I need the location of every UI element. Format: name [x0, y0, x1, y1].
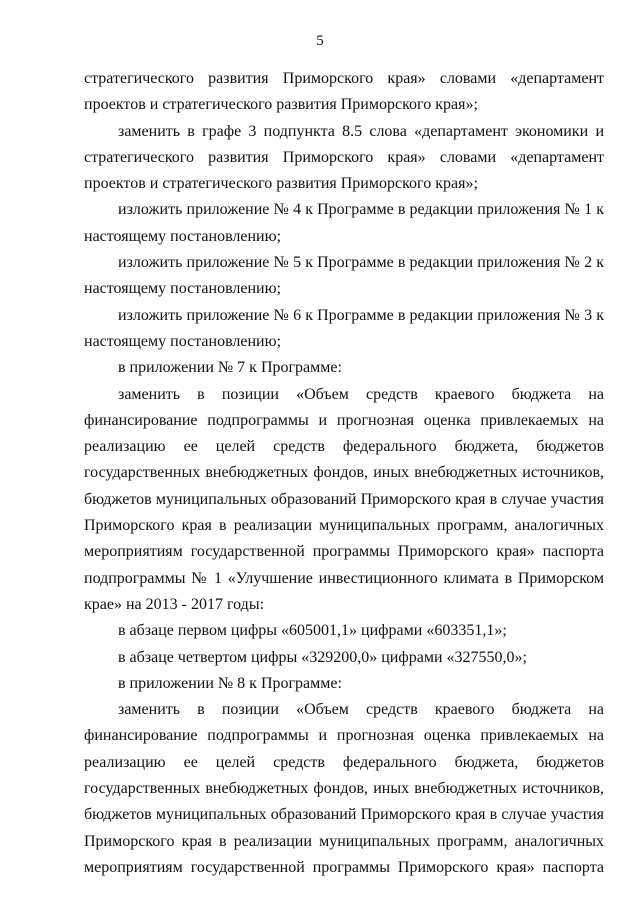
paragraph-appendix-7-replace: заменить в позиции «Объем средств краевого бюджета на финансирование подпрограммы и прогнозная оценка привлекаемых на реализацию ее целей средств федерального бюджета, бюджетов государственных внебюджетных фондов, иных внебюджетных источников, бюджетов муниципальных образований Приморского края в случае участия Приморского края в реализации муниципальных программ, аналогичных мероприятиям государственной программы Приморского края» паспорта подпрограммы № 1 «Улучшение инвестиционного климата в Приморском крае» на 2013 - 2017 годы:	[84, 385, 604, 613]
page-number: 5	[316, 33, 324, 49]
paragraph-appendix-5: изложить приложение № 5 к Программе в редакции приложения № 2 к настоящему постановлению;	[84, 254, 604, 298]
document-body	[84, 66, 604, 881]
paragraph-appendix-6: изложить приложение № 6 к Программе в редакции приложения № 3 к настоящему постановлению;	[84, 306, 604, 350]
paragraph-continuation: стратегического развития Приморского края» словами «департамент проектов и стратегического развития Приморского края»;	[84, 70, 604, 114]
paragraph-appendix-8-heading: в приложении № 8 к Программе:	[118, 674, 342, 692]
paragraph-first-paragraph-figures: в абзаце первом цифры «605001,1» цифрами «603351,1»;	[118, 622, 507, 640]
paragraph-fourth-paragraph-figures: в абзаце четвертом цифры «329200,0» цифрами «327550,0»;	[118, 648, 527, 666]
paragraph-appendix-8-replace: заменить в позиции «Объем средств краевого бюджета на финансирование подпрограммы и прогнозная оценка привлекаемых на реализацию ее целей средств федерального бюджета, бюджетов государственных внебюджетных фондов, иных внебюджетных источников, бюджетов муниципальных образований Приморского края в случае участия Приморского края в реализации муниципальных программ, аналогичных мероприятиям государственной программы Приморского края» паспорта	[84, 701, 604, 876]
paragraph-appendix-7-heading: в приложении № 7 к Программе:	[118, 359, 342, 377]
paragraph-appendix-4: изложить приложение № 4 к Программе в редакции приложения № 1 к настоящему постановлению;	[84, 201, 604, 245]
paragraph-replace-column3: заменить в графе 3 подпункта 8.5 слова «департамент экономики и стратегического развития Приморского края» словами «департамент проектов и стратегического развития Приморского края»;	[84, 122, 604, 193]
